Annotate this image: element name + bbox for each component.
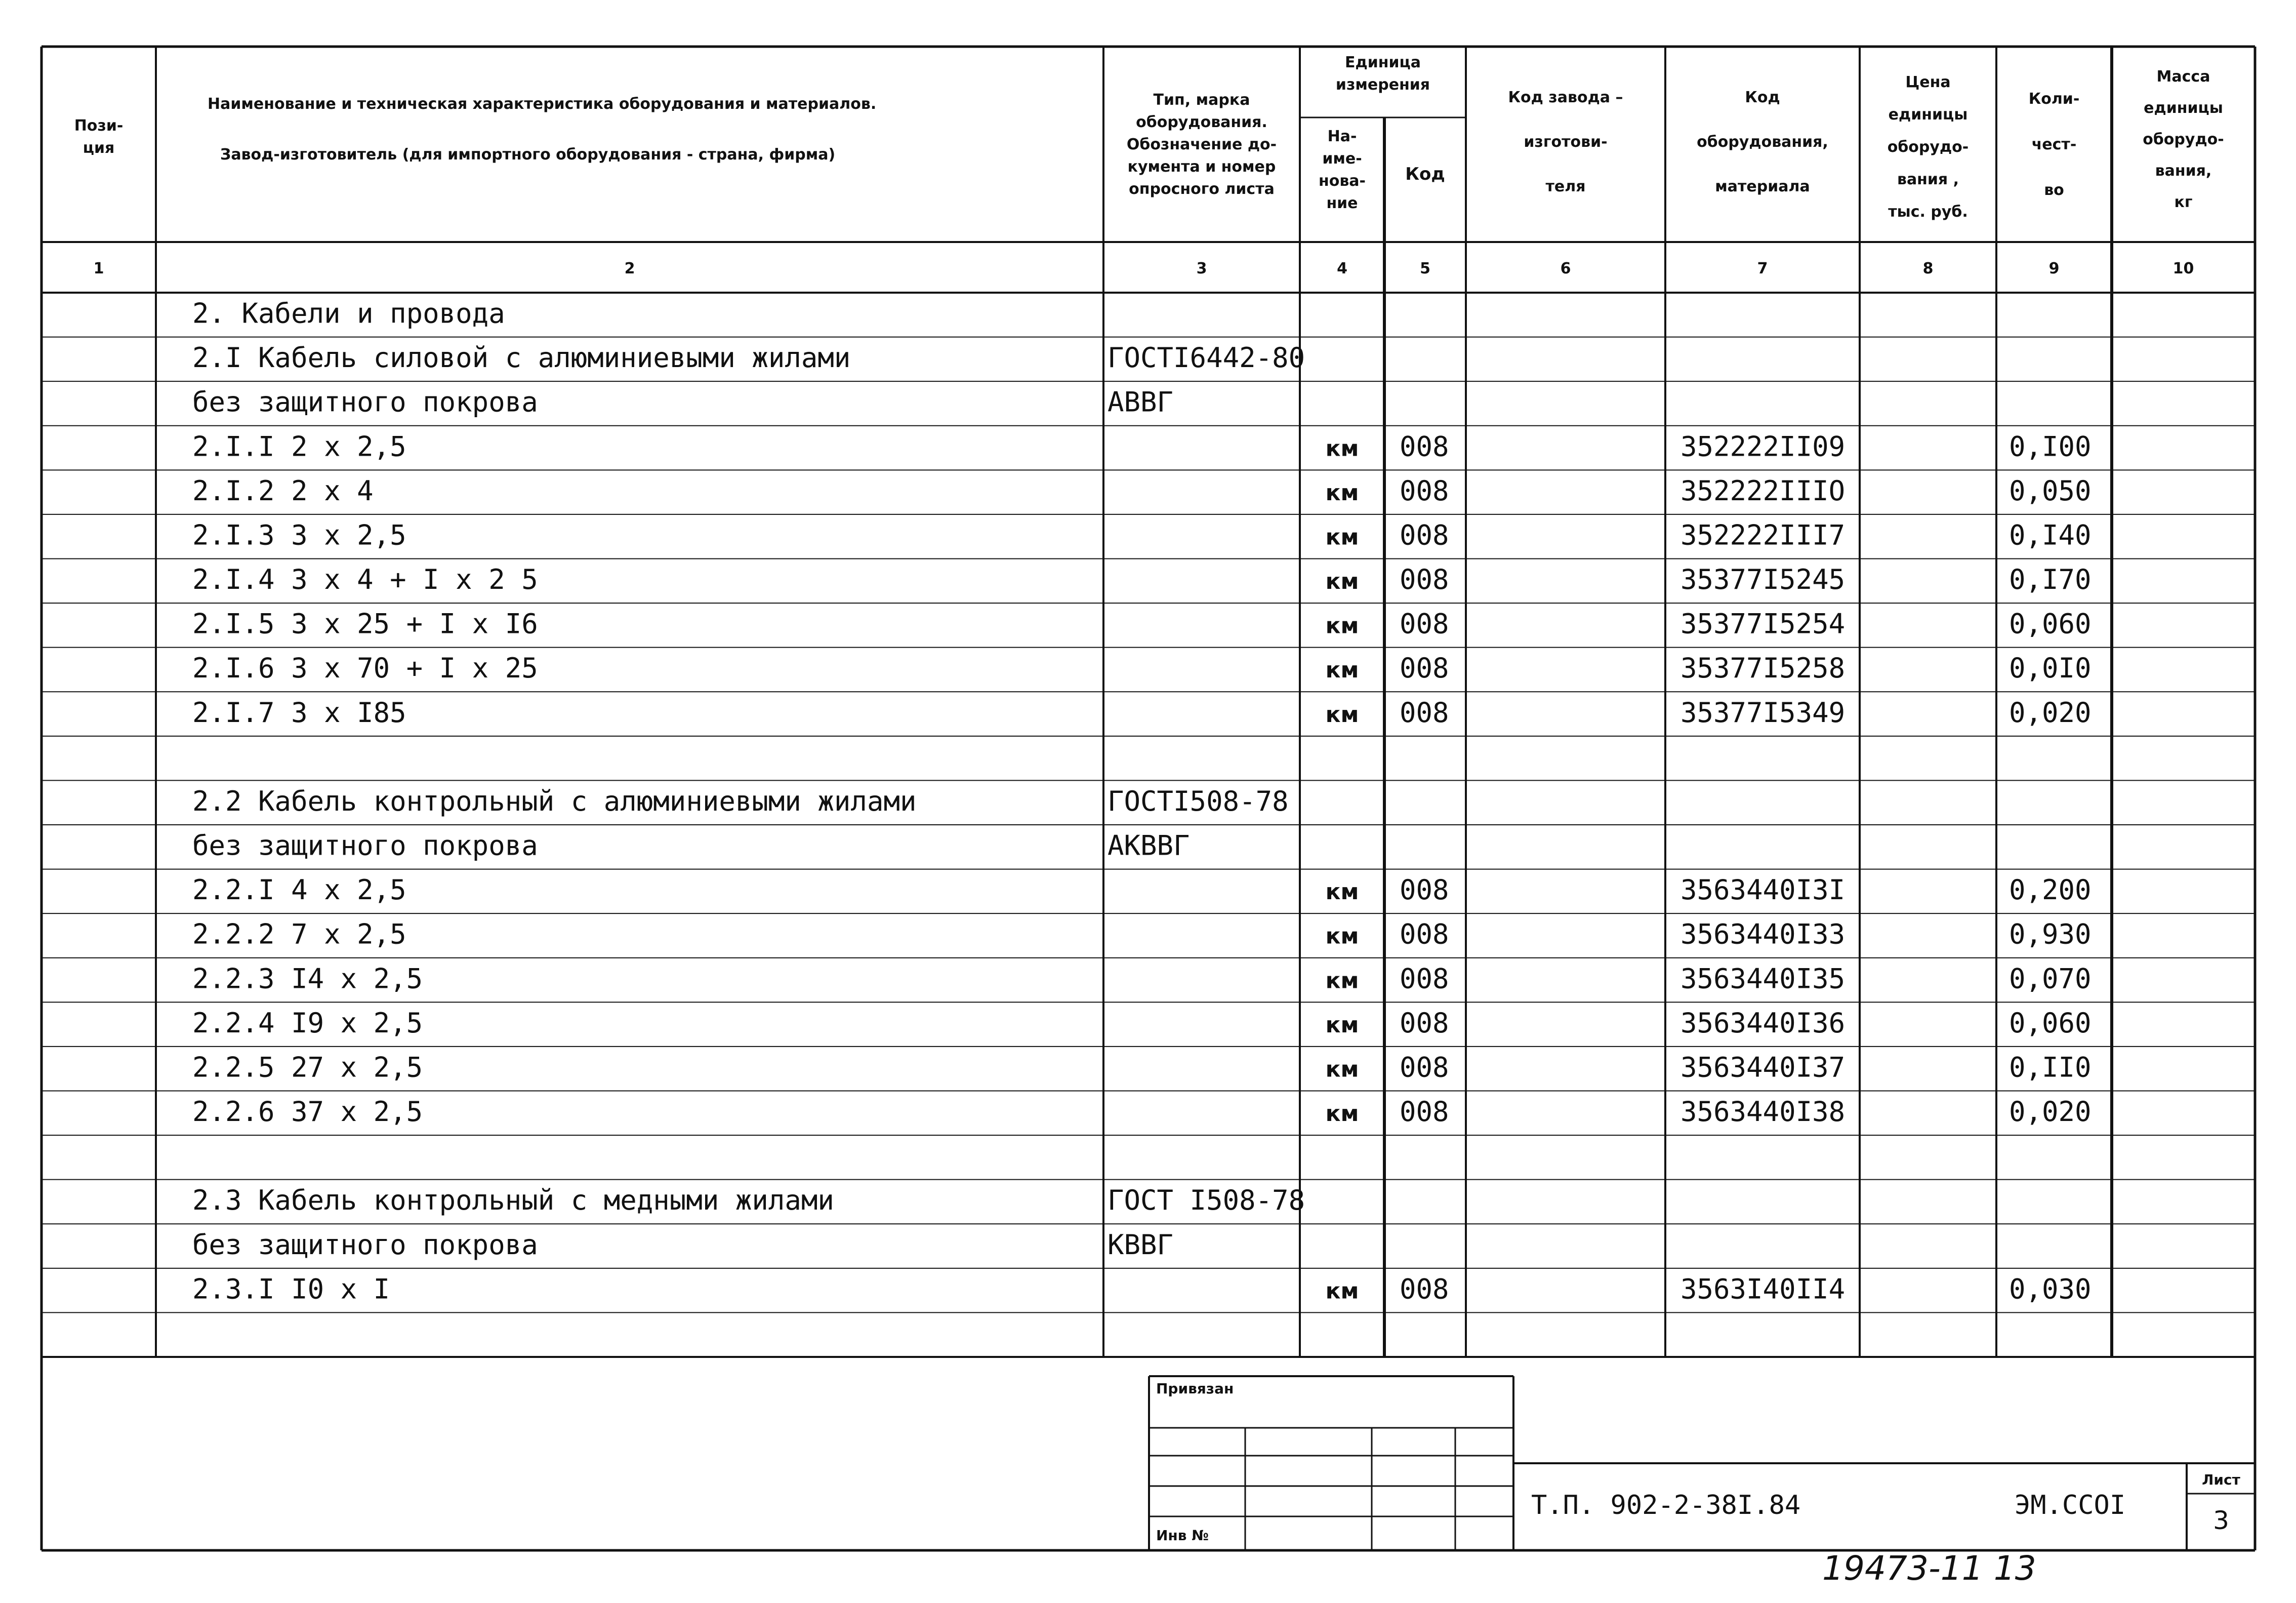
column-number: 6 (1560, 260, 1571, 277)
row-quantity: 0,020 (2009, 1096, 2092, 1128)
column-number: 1 (93, 260, 104, 277)
row-quantity: 0,020 (2009, 696, 2092, 729)
header-unit-code: Код (1405, 164, 1445, 184)
header-equipment-code: Код оборудования, материала (1697, 89, 1828, 195)
column-number: 7 (1757, 260, 1768, 277)
row-quantity: 0,070 (2009, 963, 2092, 995)
row-name: 2.I.I 2 х 2,5 (192, 430, 406, 463)
row-name: 2.I Кабель силовой с алюминиевыми жилами (192, 342, 851, 374)
row-name: 2.3 Кабель контрольный с медными жилами (192, 1184, 834, 1217)
column-number: 9 (2048, 260, 2060, 277)
header-price: Цена единицы оборудо-вания , тыс. руб. (1887, 73, 1969, 221)
row-unit-code: 008 (1400, 874, 1449, 906)
row-doc: ГОСТI508-78 (1108, 785, 1289, 817)
row-unit: км (1325, 968, 1359, 994)
row-quantity: 0,050 (2009, 474, 2092, 507)
row-name: 2.2.I 4 х 2,5 (192, 874, 406, 906)
row-name: 2.2 Кабель контрольный с алюминиевыми жилами (192, 785, 917, 817)
row-unit: км (1325, 524, 1359, 550)
row-quantity: 0,930 (2009, 918, 2092, 950)
stamp-inv: Инв № (1156, 1527, 1209, 1544)
row-unit: км (1325, 479, 1359, 506)
row-equipment-code: 352222III7 (1680, 519, 1846, 551)
row-unit-code: 008 (1400, 1273, 1449, 1305)
row-unit-code: 008 (1400, 1007, 1449, 1039)
row-doc: ГОСТI6442-80 (1108, 342, 1305, 374)
sheet-number: 3 (2213, 1506, 2229, 1535)
row-unit: км (1325, 879, 1359, 905)
header-quantity: Коли-чест-во (2028, 90, 2080, 199)
row-name: 2.3.I I0 х I (192, 1273, 390, 1305)
row-quantity: 0,060 (2009, 608, 2092, 640)
column-number: 4 (1337, 260, 1347, 277)
header-name-line1: Наименование и техническая характеристика оборудования и материалов. (208, 95, 877, 113)
row-name: 2. Кабели и провода (192, 297, 505, 330)
row-equipment-code: 3563440I35 (1680, 963, 1846, 995)
row-quantity: 0,200 (2009, 874, 2092, 906)
row-unit-code: 008 (1400, 963, 1449, 995)
row-unit-code: 008 (1400, 918, 1449, 950)
row-unit: км (1325, 569, 1359, 595)
row-unit-code: 008 (1400, 1051, 1449, 1084)
header-position: Пози-ция (74, 117, 124, 157)
row-quantity: 0,I40 (2009, 519, 2092, 551)
header-type: Тип, марка оборудования. Обозначение до-кумента и номер опросного листа (1126, 91, 1277, 198)
row-quantity: 0,0I0 (2009, 652, 2092, 685)
header-unit-group: Единица измерения (1335, 54, 1430, 94)
row-unit-code: 008 (1400, 519, 1449, 551)
row-name: 2.I.4 3 х 4 + I х 2 5 (192, 564, 538, 596)
header-manufacturer-code: Код завода – изготови-теля (1508, 89, 1623, 195)
row-name: без защитного покрова (192, 829, 538, 862)
row-unit: км (1325, 1012, 1359, 1038)
row-name: 2.I.3 3 х 2,5 (192, 519, 406, 551)
row-quantity: 0,I70 (2009, 564, 2092, 596)
header-name-line2: Завод-изготовитель (для импортного оборудования - страна, фирма) (220, 146, 836, 164)
row-doc: АВВГ (1108, 386, 1174, 418)
column-number: 8 (1922, 260, 1934, 277)
sheet-label: Лист (2202, 1471, 2240, 1488)
row-unit-code: 008 (1400, 430, 1449, 463)
document-code: ЭМ.ССОI (2015, 1490, 2126, 1520)
row-equipment-code: 3563I40II4 (1680, 1273, 1846, 1305)
row-name: 2.I.2 2 х 4 (192, 474, 374, 507)
row-unit-code: 008 (1400, 652, 1449, 685)
handwritten-number: 19473-11 13 (1822, 1549, 2036, 1588)
column-number: 10 (2172, 260, 2194, 277)
row-doc: АКВВГ (1108, 829, 1190, 862)
row-name: 2.I.7 3 х I85 (192, 696, 406, 729)
row-equipment-code: 35377I5258 (1680, 652, 1846, 685)
row-equipment-code: 35377I5245 (1680, 564, 1846, 596)
row-unit: км (1325, 1278, 1359, 1304)
row-name: 2.2.4 I9 х 2,5 (192, 1007, 423, 1039)
row-name: 2.2.2 7 х 2,5 (192, 918, 406, 950)
row-name: 2.2.3 I4 х 2,5 (192, 963, 423, 995)
row-equipment-code: 352222IIIO (1680, 474, 1846, 507)
row-equipment-code: 3563440I33 (1680, 918, 1846, 950)
row-unit: км (1325, 1101, 1359, 1127)
row-unit-code: 008 (1400, 696, 1449, 729)
row-equipment-code: 35377I5349 (1680, 696, 1846, 729)
row-name: 2.I.5 3 х 25 + I х I6 (192, 608, 538, 640)
row-equipment-code: 352222II09 (1680, 430, 1846, 463)
row-quantity: 0,I00 (2009, 430, 2092, 463)
row-unit: км (1325, 923, 1359, 949)
row-equipment-code: 3563440I36 (1680, 1007, 1846, 1039)
row-unit: км (1325, 613, 1359, 639)
row-doc: КВВГ (1108, 1228, 1174, 1261)
column-number: 2 (624, 260, 635, 277)
row-equipment-code: 3563440I38 (1680, 1096, 1846, 1128)
row-unit-code: 008 (1400, 1096, 1449, 1128)
row-name: 2.2.5 27 х 2,5 (192, 1051, 423, 1084)
row-name: 2.I.6 3 х 70 + I х 25 (192, 652, 538, 685)
row-unit: км (1325, 657, 1359, 684)
header-unit-name: На-име-нова-ние (1318, 128, 1366, 212)
row-doc: ГОСТ I508-78 (1108, 1184, 1305, 1217)
row-equipment-code: 35377I5254 (1680, 608, 1846, 640)
stamp-bound: Привязан (1156, 1380, 1234, 1397)
header-mass: Масса единицы оборудо-вания, кг (2143, 68, 2224, 211)
row-unit: км (1325, 701, 1359, 728)
document-number: Т.П. 902-2-38I.84 (1531, 1490, 1801, 1520)
row-unit-code: 008 (1400, 608, 1449, 640)
row-quantity: 0,060 (2009, 1007, 2092, 1039)
column-number: 3 (1196, 260, 1207, 277)
row-name: без защитного покрова (192, 386, 538, 418)
row-unit: км (1325, 1056, 1359, 1083)
row-equipment-code: 3563440I3I (1680, 874, 1846, 906)
column-number: 5 (1420, 260, 1430, 277)
row-unit: км (1325, 435, 1359, 462)
row-name: 2.2.6 37 х 2,5 (192, 1096, 423, 1128)
row-quantity: 0,II0 (2009, 1051, 2092, 1084)
row-unit-code: 008 (1400, 564, 1449, 596)
row-unit-code: 008 (1400, 474, 1449, 507)
row-equipment-code: 3563440I37 (1680, 1051, 1846, 1084)
row-name: без защитного покрова (192, 1228, 538, 1261)
row-quantity: 0,030 (2009, 1273, 2092, 1305)
